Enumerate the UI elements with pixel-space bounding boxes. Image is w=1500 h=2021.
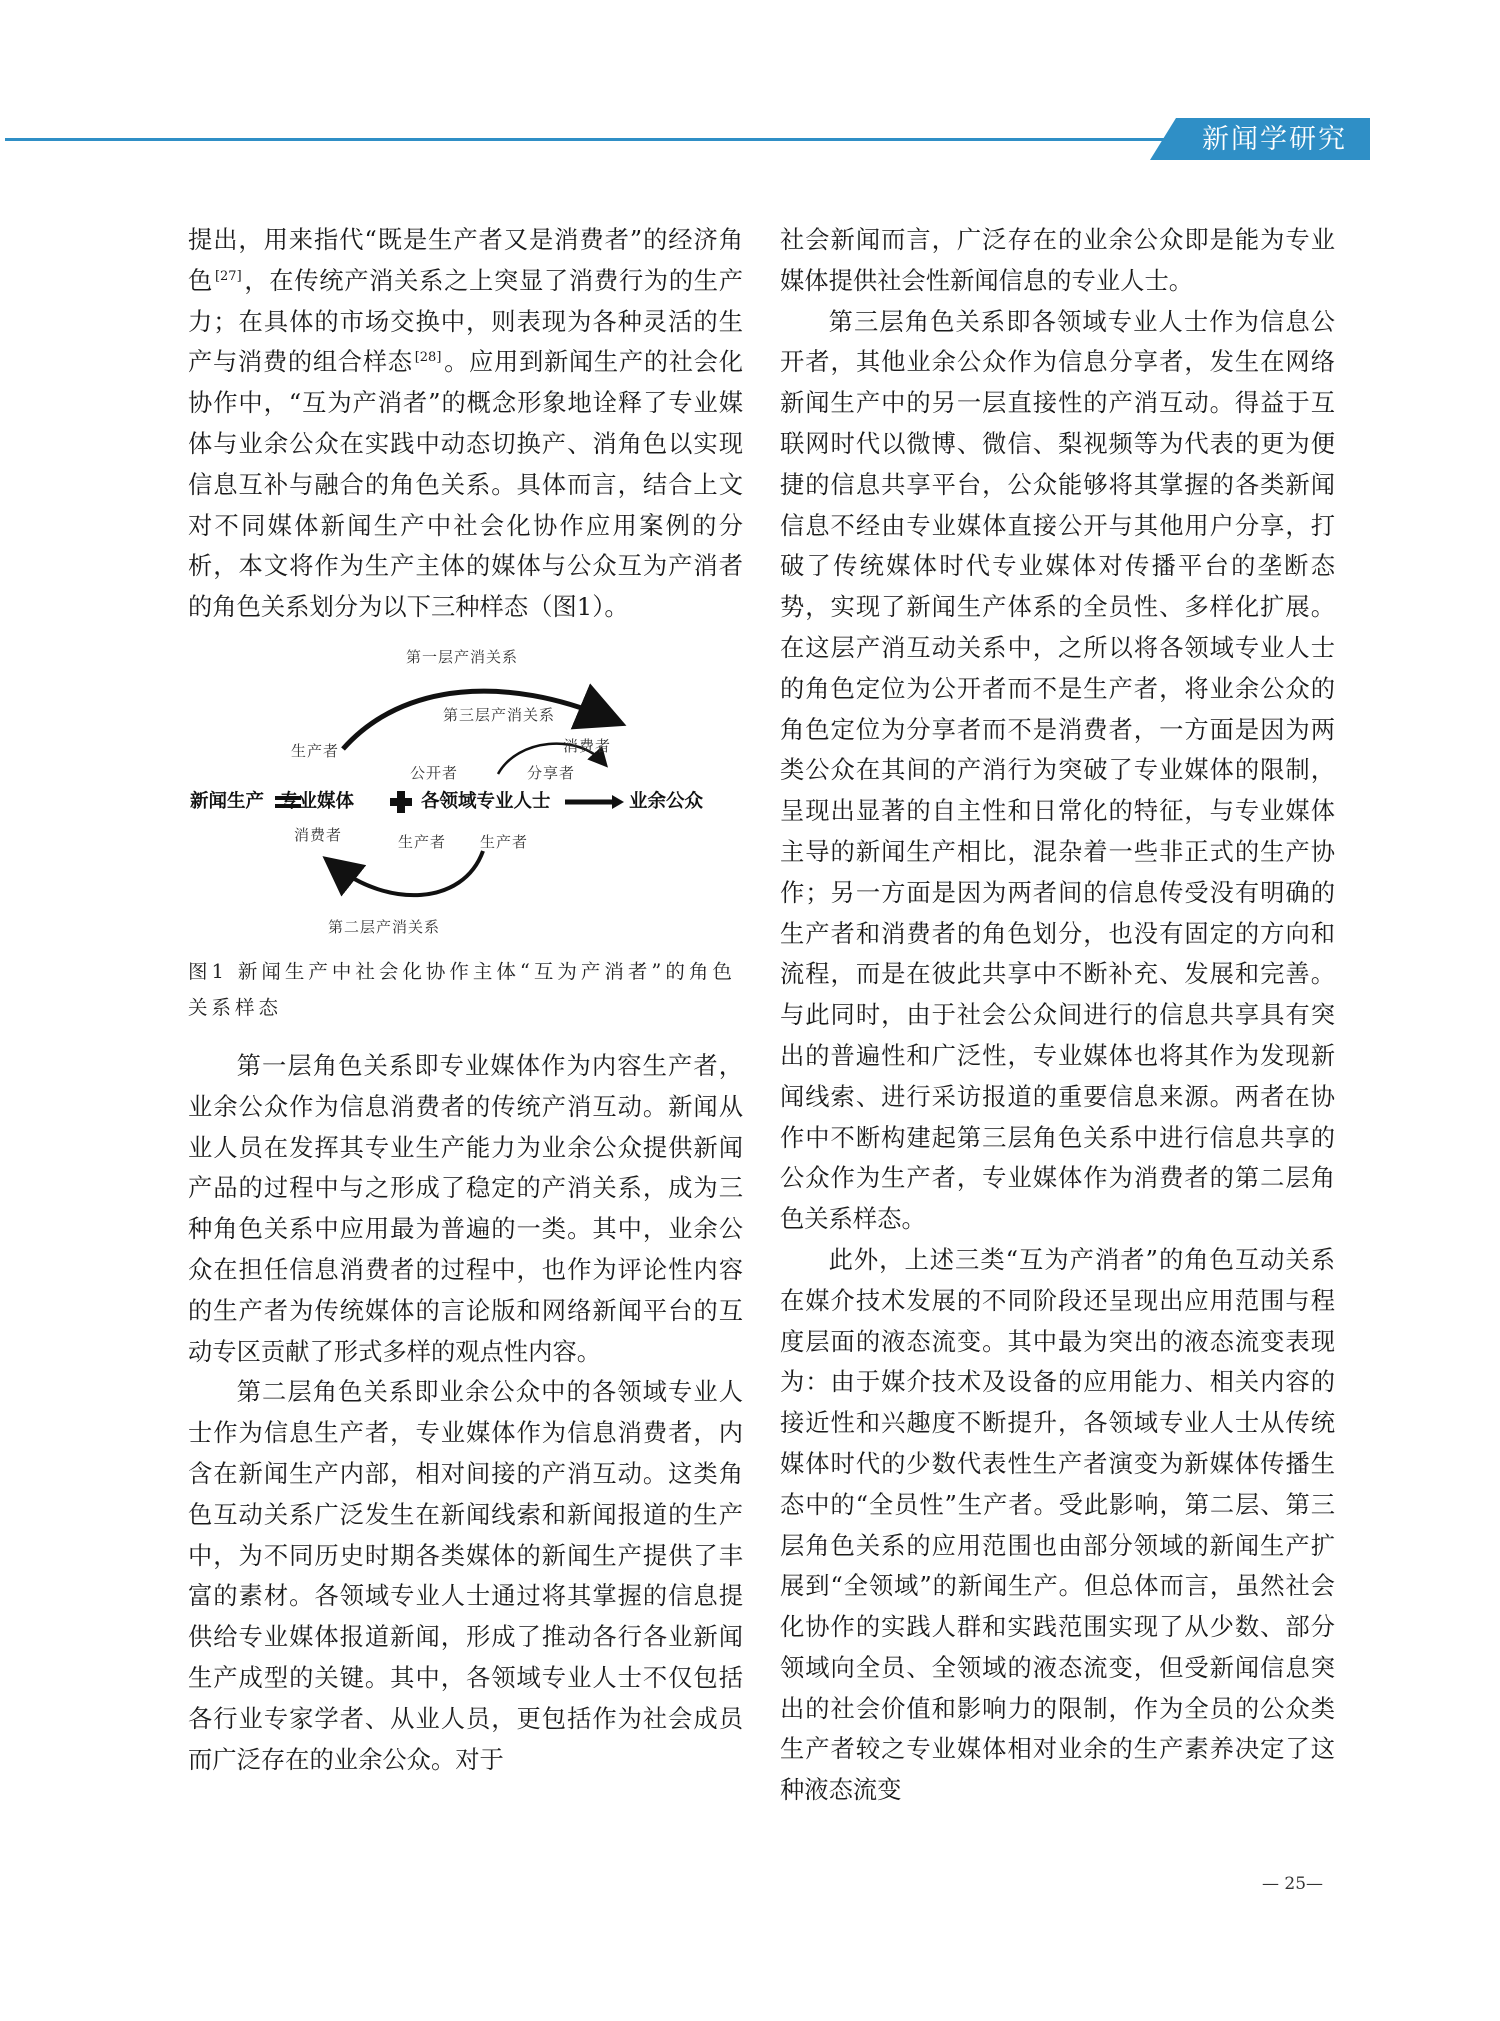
figure-1 — [188, 646, 743, 946]
journal-title: 新闻学研究 — [1202, 124, 1347, 155]
text-span: ，在传统产消关系之上突显了消费行为的生产力；在具体的市场交换中，则表现为各种灵活的生产与消费的组合样态 — [188, 265, 743, 377]
sharer-label: 分享者 — [527, 763, 576, 782]
reference-marker[interactable]: [27] — [214, 268, 242, 284]
producer-label: 生产者 — [291, 741, 340, 760]
news-production-label: 新闻生产 — [190, 790, 265, 812]
producer-label: 生产者 — [480, 832, 529, 851]
discloser-label: 公开者 — [410, 763, 459, 782]
caption-text: 新闻生产中社会化协作主体“互为产消者”的角色关系样态 — [188, 959, 736, 1019]
figure-caption — [188, 954, 743, 1026]
page-number: — 25— — [1262, 1874, 1324, 1894]
producer-label: 生产者 — [398, 832, 447, 851]
layer1-label: 第一层产消关系 — [406, 647, 519, 666]
professional-media-label: 专业媒体 — [280, 790, 355, 812]
layer2-label: 第二层产消关系 — [328, 917, 441, 936]
consumer-label: 消费者 — [563, 736, 612, 755]
layer2-arrow — [335, 851, 483, 895]
paragraph: 此外，上述三类“互为产消者”的角色互动关系在媒介技术发展的不同阶段还呈现出应用范围与程度层面的液态流变。其中最为突出的液态流变表现为：由于媒介技术及设备的应用能力、相关内容的接近性和兴趣度不断提升，各领域专业人士从传统媒体时代的少数代表性生产者演变为新媒体传播生态中的“全员性”生产者。受此影响，第二层、第三层角色关系的应用范围也由部分领域的新闻生产扩展到“全领域”的新闻生产。但总体而言，虽然社会化协作的实践人群和实践范围实现了从少数、部分领域向全员、全领域的液态流变，但受新闻信息突出的社会价值和影响力的限制，作为全员的公众类生产者较之专业媒体相对业余的生产素养决定了这种液态流变 — [780, 1244, 1335, 1805]
right-column — [780, 220, 1335, 1811]
text-span: 提出，用来指代“既是生产者又是消费者”的经济角色 — [188, 225, 743, 295]
header-rule — [5, 138, 1170, 141]
paragraph: 第三层角色关系即各领域专业人士作为信息公开者，其他业余公众作为信息分享者，发生在网络新闻生产中的另一层直接性的产消互动。得益于互联网时代以微博、微信、梨视频等为代表的更为便捷的信息共享平台，公众能够将其掌握的各类新闻信息不经由专业媒体直接公开与其他用户分享，打破了传统媒体时代专业媒体对传播平台的垄断态势，实现了新闻生产体系的全员性、多样化扩展。在这层产消互动关系中，之所以将各领域专业人士的角色定位为公开者而不是生产者，将业余公众的角色定位为分享者而不是消费者，一方面是因为两类公众在其间的产消行为突破了专业媒体的限制，呈现出显著的自主性和日常化的特征，与专业媒体主导的新闻生产相比，混杂着一些非正式的生产协作；另一方面是因为两者间的信息传受没有明确的生产者和消费者的角色划分，也没有固定的方向和流程，而是在彼此共享中不断补充、发展和完善。与此同时，由于社会公众间进行的信息共享具有突出的普遍性和广泛性，专业媒体也将其作为发现新闻线索、进行采访报道的重要信息来源。两者在协作中不断构建起第三层角色关系中进行信息共享的公众作为生产者，专业媒体作为消费者的第二层角色关系样态。 — [780, 306, 1335, 1234]
paragraph: 第一层角色关系即专业媒体作为内容生产者，业余公众作为信息消费者的传统产消互动。新闻从业人员在发挥其专业生产能力为业余公众提供新闻产品的过程中与之形成了稳定的产消关系，成为三种角色关系中应用最为普遍的一类。其中，业余公众在担任信息消费者的过程中，也作为评论性内容的生产者为传统媒体的言论版和网络新闻平台的互动专区贡献了形式多样的观点性内容。 — [188, 1050, 743, 1366]
left-column — [188, 220, 743, 1780]
domain-experts-label: 各领域专业人士 — [421, 790, 551, 812]
consumer-label: 消费者 — [294, 825, 343, 844]
amateur-public-label: 业余公众 — [629, 790, 704, 812]
text-span: 。应用到新闻生产的社会化协作中，“互为产消者”的概念形象地诠释了专业媒体与业余公众在实践中动态切换产、消角色以实现信息互补与融合的角色关系。具体而言，结合上文对不同媒体新闻生产中社会化协作应用案例的分析，本文将作为生产主体的媒体与公众互为产消者的角色关系划分为以下三种样态（图1）。 — [188, 347, 744, 622]
reference-marker[interactable]: [28] — [414, 350, 442, 366]
paragraph — [188, 220, 743, 628]
paragraph: 社会新闻而言，广泛存在的业余公众即是能为专业媒体提供社会性新闻信息的专业人士。 — [780, 225, 1335, 295]
caption-number: 图1 — [188, 959, 228, 983]
layer3-label: 第三层产消关系 — [443, 705, 556, 724]
paragraph: 第二层角色关系即业余公众中的各领域专业人士作为信息生产者，专业媒体作为信息消费者，内含在新闻生产内部，相对间接的产消互动。这类角色互动关系广泛发生在新闻线索和新闻报道的生产中，为不同历史时期各类媒体的新闻生产提供了丰富的素材。各领域专业人士通过将其掌握的信息提供给专业媒体报道新闻，形成了推动各行各业新闻生产成型的关键。其中，各领域专业人士不仅包括各行业专家学者、从业人员，更包括作为社会成员而广泛存在的业余公众。对于 — [188, 1377, 743, 1774]
